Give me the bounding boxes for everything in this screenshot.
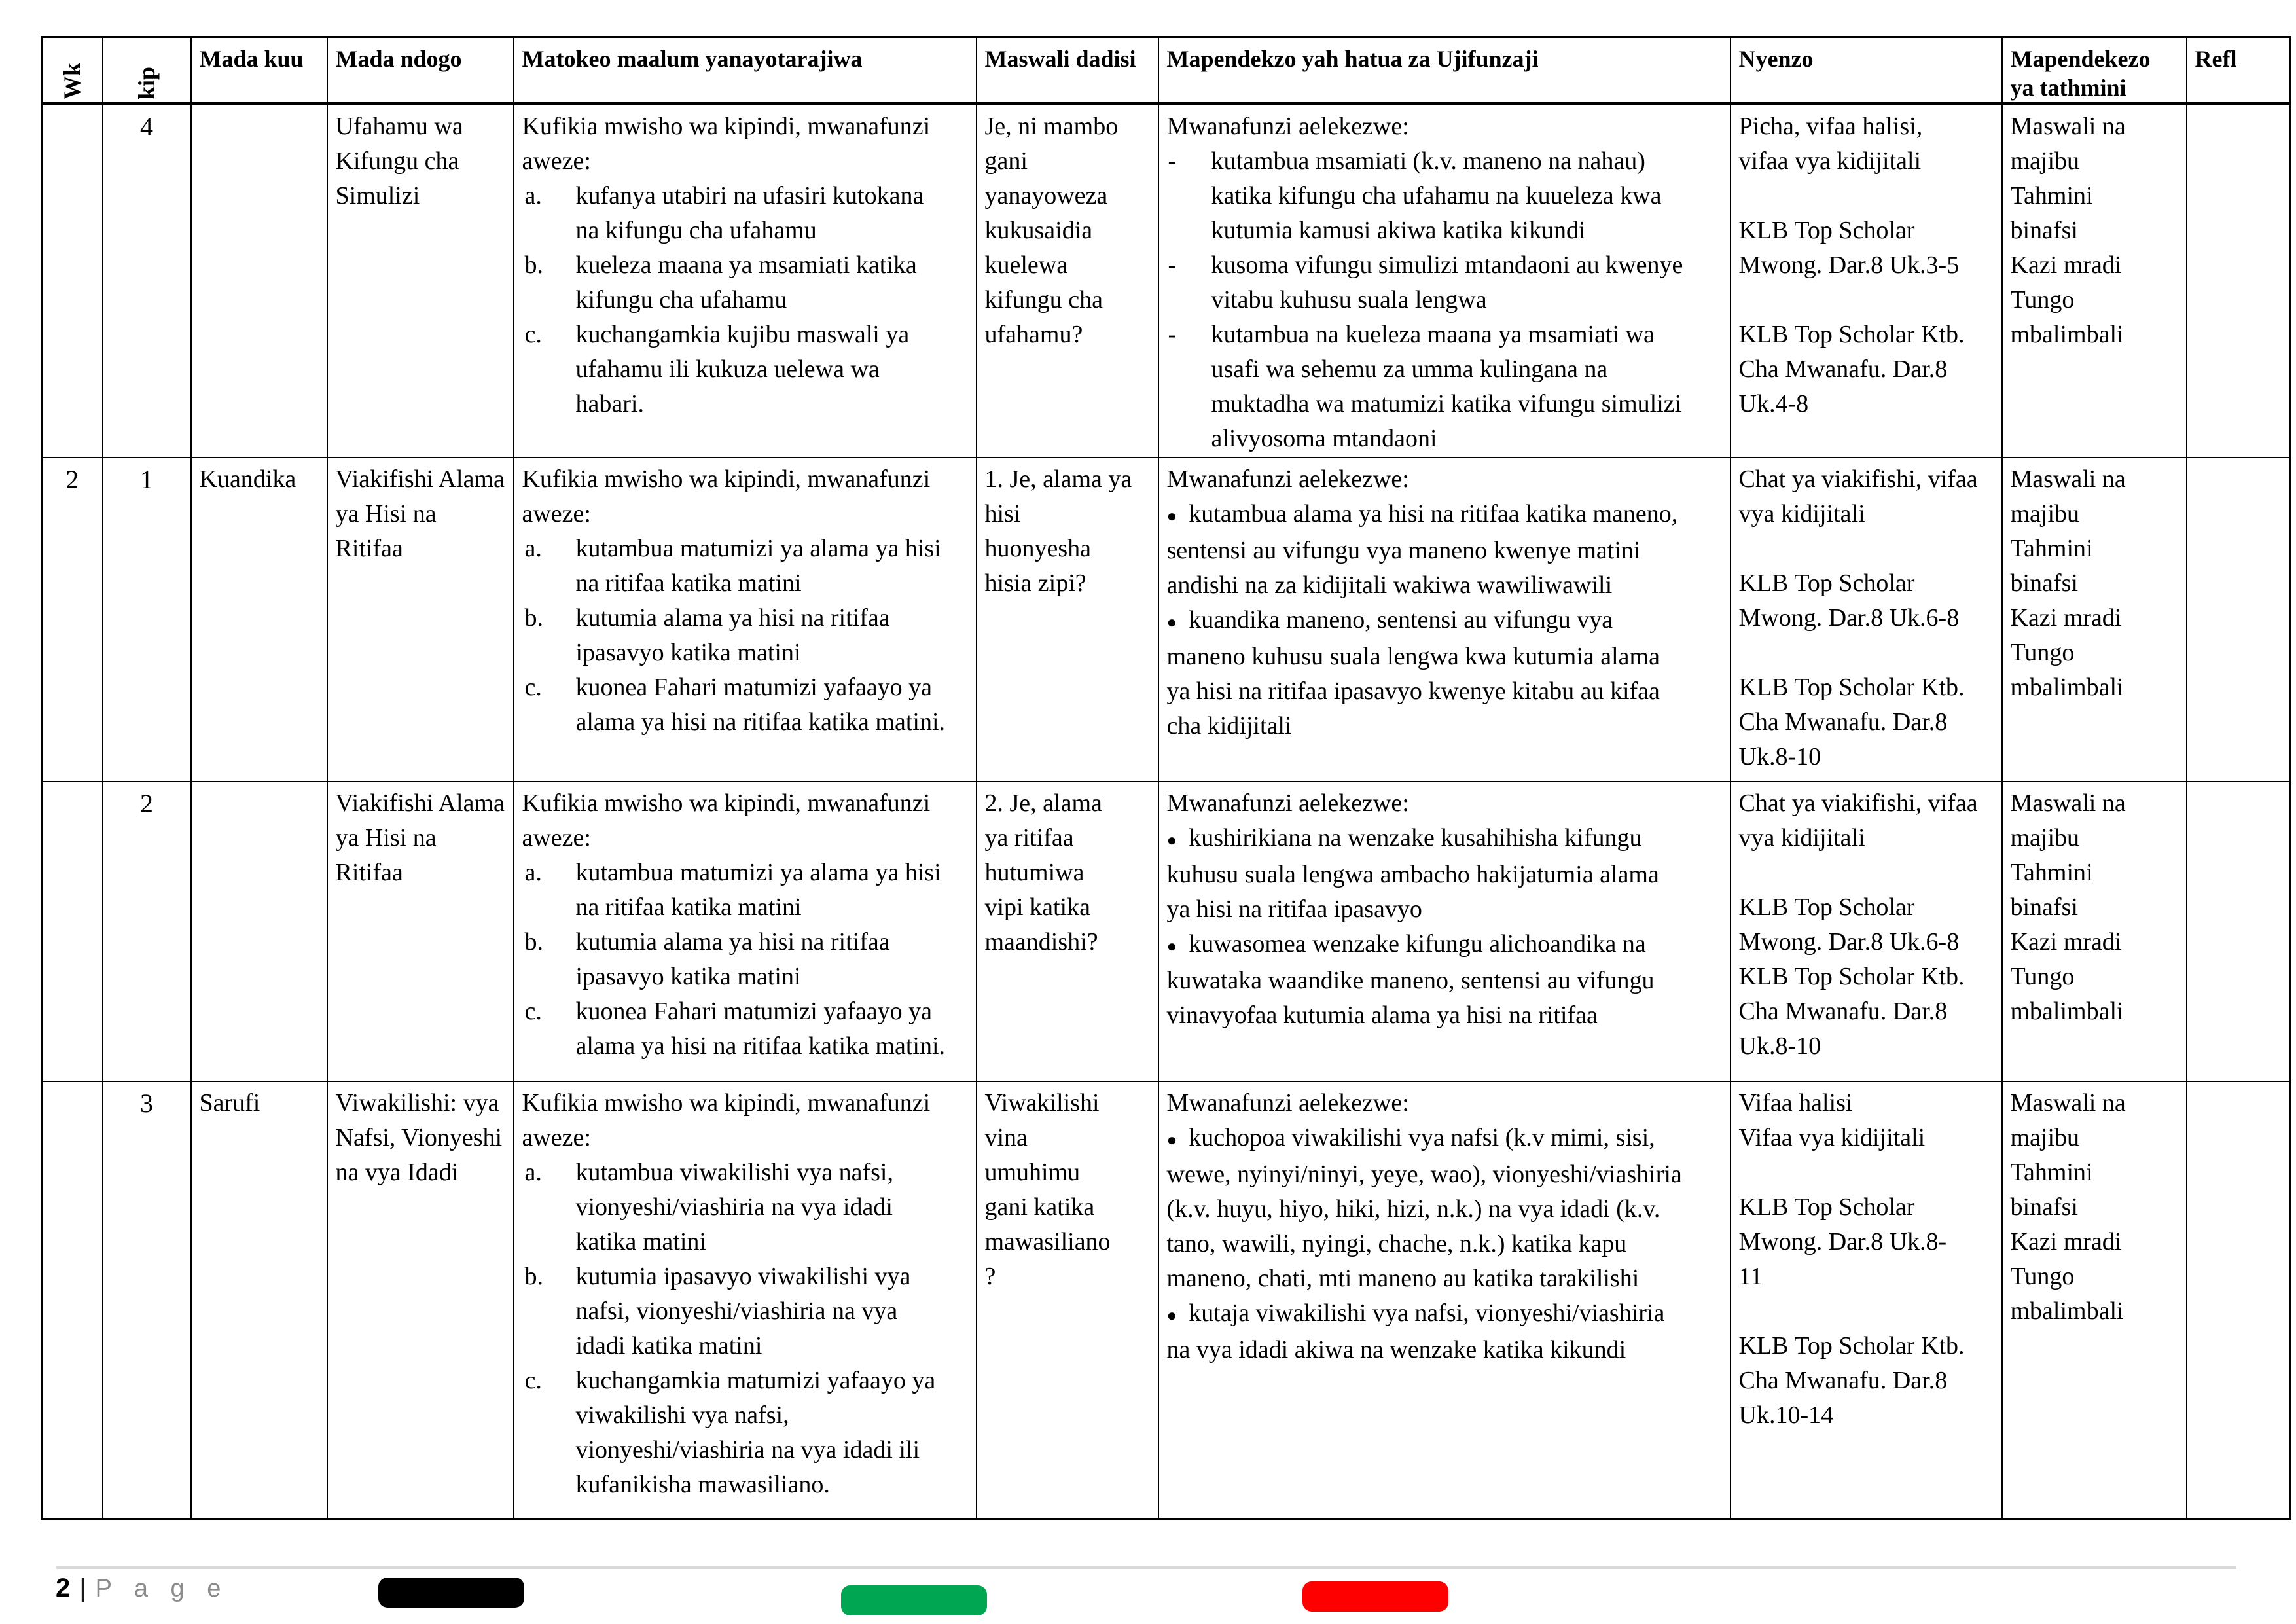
list-item xyxy=(1167,603,1684,744)
page-number: 2 xyxy=(56,1574,71,1602)
text-line: ufahamu? xyxy=(984,321,1083,348)
cell-tathmini-row1 xyxy=(2002,104,2187,458)
text-line: mbalimbali xyxy=(2010,673,2124,701)
list-item-text: kushirikiana na wenzake kusahihisha kifungu kuhusu suala lengwa ambacho hakijatumia alama ya hisi na ritifaa ipasavyo xyxy=(1166,823,1659,923)
text-line: gani xyxy=(984,147,1028,175)
cell-matokeo-row2 xyxy=(514,458,977,782)
text-line: mawasiliano xyxy=(984,1227,1111,1255)
list-item-text: kuwasomea wenzake kifungu alichoandika na kuwataka waandike maneno, sentensi au vifungu vinavyofaa kutumia alama ya hisi na ritifaa xyxy=(1166,929,1655,1029)
text-line: Tungo xyxy=(2010,286,2075,314)
text-line: Mwong. Dar.8 Uk.6-8 xyxy=(1738,604,1960,632)
cell-refl-row2 xyxy=(2187,458,2291,782)
list-item-marker: c. xyxy=(524,997,542,1025)
list-item-text: kuchopoa viwakilishi vya nafsi (k.v mimi, sisi, wewe, nyinyi/ninyi, yeye, wao), vionyeshi/viashiria (k.v. huyu, hiyo, hiki, hizi, n.k.) na vya idadi (k.v. tano, wawili, nyingi, chache, n.k.) katika kapu maneno, chati, mti maneno au katika tarakilishi xyxy=(1166,1123,1682,1292)
cell-maswali-row3 xyxy=(977,782,1158,1081)
table-row xyxy=(42,782,2291,1081)
list-item-text: kutumia alama ya hisi na ritifaa ipasavyo katika matini xyxy=(575,604,890,666)
redaction-bar-black xyxy=(378,1578,524,1608)
list-intro: Kufikia mwisho wa kipindi, mwanafunzi aweze: xyxy=(522,113,931,175)
text-line: vya kidijitali xyxy=(1738,823,1865,852)
text-line: Uk.4-8 xyxy=(1738,390,1809,418)
table-row xyxy=(42,104,2291,458)
text-line: Uk.8-10 xyxy=(1738,1032,1821,1060)
text-line: yanayoweza xyxy=(984,182,1108,209)
cell-tathmini-row3 xyxy=(2002,782,2187,1081)
list-item-marker: a. xyxy=(524,534,542,562)
cell-wk-row3 xyxy=(42,782,103,1081)
text-line: 11 xyxy=(1738,1262,1763,1290)
text-line: kifungu cha xyxy=(984,286,1103,314)
footer-page-label: P a g e xyxy=(95,1575,229,1602)
text-line: Tungo xyxy=(2010,962,2075,990)
text-line: KLB Top Scholar Ktb. xyxy=(1738,1331,1965,1360)
list-item xyxy=(1167,144,1684,248)
list-item-marker: c. xyxy=(524,673,542,701)
list-item-text: kutambua viwakilishi vya nafsi, vionyeshi/viashiria na vya idadi katika matini xyxy=(575,1158,893,1255)
list-item-text: kutambua na kueleza maana ya msamiati wa usafi wa sehemu za umma kulingana na muktadha wa matumizi katika vifungu simulizi alivyosoma mtandaoni xyxy=(1211,321,1682,452)
text-line: Kazi mradi xyxy=(2010,1227,2122,1255)
list-item xyxy=(522,532,950,601)
list-item-text: kutambua matumizi ya alama ya hisi na ritifaa katika matini xyxy=(575,858,941,921)
text-line: Tahmini xyxy=(2010,534,2093,562)
list-item xyxy=(522,179,950,248)
text-line: Cha Mwanafu. Dar.8 xyxy=(1738,997,1948,1025)
text-line: binafsi xyxy=(2010,569,2078,597)
footer-divider xyxy=(56,1566,2236,1569)
blank-line xyxy=(1739,1294,1994,1329)
text-line: hisia zipi? xyxy=(984,569,1086,597)
text-line: Kazi mradi xyxy=(2010,251,2122,279)
list-item xyxy=(522,1363,950,1502)
text-line: Tahmini xyxy=(2010,1158,2093,1186)
list-intro: Mwanafunzi aelekezwe: xyxy=(1166,465,1409,493)
text-line: Maswali na xyxy=(2010,1089,2126,1117)
col-header-mada_ndogo: Mada ndogo xyxy=(327,37,514,104)
list-item xyxy=(522,1259,950,1363)
list-item xyxy=(1167,1296,1684,1367)
cell-kip-row4: 3 xyxy=(103,1081,191,1519)
bullet-marker: ● xyxy=(1166,830,1177,850)
text-line: KLB Top Scholar xyxy=(1738,893,1915,921)
list-item xyxy=(522,601,950,670)
list-item xyxy=(1167,821,1684,927)
scheme-of-work-table xyxy=(41,36,2291,1520)
text-line: Picha, vifaa halisi, xyxy=(1738,113,1923,140)
list-item-marker: a. xyxy=(524,1158,542,1186)
list-item xyxy=(522,248,950,317)
col-header-hatua: Mapendekzo yah hatua za Ujifunzaji xyxy=(1158,37,1731,104)
list-item-text: kutumia ipasavyo viwakilishi vya nafsi, vionyeshi/viashiria na vya idadi katika matini xyxy=(575,1262,911,1360)
list-item-text: kuonea Fahari matumizi yafaayo ya alama ya hisi na ritifaa katika matini. xyxy=(575,673,946,736)
list-item xyxy=(522,994,950,1064)
cell-wk-row4 xyxy=(42,1081,103,1519)
list-item-marker: b. xyxy=(524,928,543,956)
cell-nyenzo-row3 xyxy=(1731,782,2002,1081)
list-item-marker: b. xyxy=(524,604,543,632)
list-item-text: kuchangamkia matumizi yafaayo ya viwakilishi vya nafsi, vionyeshi/viashiria na vya idadi ili kufanikisha mawasiliano. xyxy=(575,1366,936,1498)
cell-hatua-row3 xyxy=(1158,782,1731,1081)
text-line: 1. Je, alama ya xyxy=(984,465,1132,493)
list-item-marker: b. xyxy=(524,251,543,279)
cell-refl-row3 xyxy=(2187,782,2291,1081)
cell-refl-row4 xyxy=(2187,1081,2291,1519)
cell-refl-row1 xyxy=(2187,104,2291,458)
list-item-marker: c. xyxy=(524,1366,542,1394)
table-row xyxy=(42,1081,2291,1519)
cell-mada_ndogo-row2: Viakifishi Alama ya Hisi na Ritifaa xyxy=(327,458,514,782)
redaction-bar-green xyxy=(841,1585,987,1615)
text-line: mbalimbali xyxy=(2010,1297,2124,1325)
cell-wk-row1 xyxy=(42,104,103,458)
text-line: vina xyxy=(984,1123,1028,1151)
bullet-marker: ● xyxy=(1166,936,1177,956)
list-item-text: kusoma vifungu simulizi mtandaoni au kwenye vitabu kuhusu suala lengwa xyxy=(1211,251,1683,314)
cell-maswali-row4 xyxy=(977,1081,1158,1519)
cell-mada_kuu-row2: Kuandika xyxy=(191,458,327,782)
text-line: Mwong. Dar.8 Uk.3-5 xyxy=(1738,251,1960,279)
blank-line xyxy=(1739,1155,1994,1190)
text-line: majibu xyxy=(2010,499,2080,528)
list-item-text: kuonea Fahari matumizi yafaayo ya alama ya hisi na ritifaa katika matini. xyxy=(575,997,946,1060)
col-header-label-wk: Wk xyxy=(59,62,86,99)
text-line: mbalimbali xyxy=(2010,321,2124,348)
list-intro: Mwanafunzi aelekezwe: xyxy=(1166,113,1409,140)
text-line: Viwakilishi xyxy=(984,1089,1100,1117)
text-line: Tahmini xyxy=(2010,858,2093,886)
cell-mada_ndogo-row4: Viwakilishi: vya Nafsi, Vionyeshi na vya Idadi xyxy=(327,1081,514,1519)
col-header-label-kip: kip xyxy=(134,66,160,99)
cell-kip-row1: 4 xyxy=(103,104,191,458)
list-intro: Kufikia mwisho wa kipindi, mwanafunzi aweze: xyxy=(522,1089,931,1151)
list-item-marker: - xyxy=(1168,147,1177,175)
blank-line xyxy=(1739,856,1994,890)
text-line: vifaa vya kidijitali xyxy=(1738,147,1922,175)
cell-maswali-row2 xyxy=(977,458,1158,782)
col-header-wk xyxy=(42,37,103,104)
text-line: Mwong. Dar.8 Uk.8- xyxy=(1738,1227,1947,1255)
list-item-marker: b. xyxy=(524,1262,543,1290)
cell-tathmini-row4 xyxy=(2002,1081,2187,1519)
text-line: Chat ya viakifishi, vifaa xyxy=(1738,465,1978,493)
text-line: binafsi xyxy=(2010,1193,2078,1221)
text-line: Cha Mwanafu. Dar.8 xyxy=(1738,355,1948,383)
list-item-text: kutaja viwakilishi vya nafsi, vionyeshi/viashiria na vya idadi akiwa na wenzake katika kikundi xyxy=(1166,1299,1665,1363)
blank-line xyxy=(1739,532,1994,566)
cell-matokeo-row4 xyxy=(514,1081,977,1519)
text-line: binafsi xyxy=(2010,893,2078,921)
text-line: majibu xyxy=(2010,823,2080,852)
bullet-marker: ● xyxy=(1166,506,1177,526)
text-line: Uk.10-14 xyxy=(1738,1401,1834,1429)
cell-wk-row2: 2 xyxy=(42,458,103,782)
list-item-text: kuchangamkia kujibu maswali ya ufahamu ili kukuza uelewa wa habari. xyxy=(575,321,910,418)
text-line: KLB Top Scholar Ktb. xyxy=(1738,673,1965,701)
list-item xyxy=(1167,248,1684,317)
text-line: Tungo xyxy=(2010,1262,2075,1290)
list-item xyxy=(1167,1121,1684,1296)
text-line: majibu xyxy=(2010,147,2080,175)
text-line: Mwong. Dar.8 Uk.6-8 xyxy=(1738,928,1960,956)
list-item-marker: c. xyxy=(524,321,542,348)
col-header-mada_kuu: Mada kuu xyxy=(191,37,327,104)
list-item xyxy=(522,317,950,422)
text-line: vya kidijitali xyxy=(1738,499,1865,528)
cell-nyenzo-row2 xyxy=(1731,458,2002,782)
text-line: binafsi xyxy=(2010,217,2078,244)
col-header-refl: Refl xyxy=(2187,37,2291,104)
blank-line xyxy=(1739,636,1994,670)
text-line: Maswali na xyxy=(2010,465,2126,493)
bullet-marker: ● xyxy=(1166,612,1177,632)
text-line: Kazi mradi xyxy=(2010,604,2122,632)
list-item xyxy=(1167,927,1684,1033)
list-intro: Kufikia mwisho wa kipindi, mwanafunzi aweze: xyxy=(522,465,931,528)
cell-nyenzo-row1 xyxy=(1731,104,2002,458)
col-header-matokeo: Matokeo maalum yanayotarajiwa xyxy=(514,37,977,104)
cell-kip-row3: 2 xyxy=(103,782,191,1081)
cell-mada_ndogo-row1: Ufahamu wa Kifungu cha Simulizi xyxy=(327,104,514,458)
text-line: maandishi? xyxy=(984,928,1098,956)
col-header-tathmini: Mapendekezo ya tathmini xyxy=(2002,37,2187,104)
blank-line xyxy=(1739,283,1994,317)
table-header-row xyxy=(42,37,2291,104)
list-item xyxy=(522,856,950,925)
redaction-bar-red xyxy=(1302,1581,1448,1612)
list-intro: Mwanafunzi aelekezwe: xyxy=(1166,1089,1409,1117)
list-item-marker: - xyxy=(1168,321,1177,348)
list-intro: Mwanafunzi aelekezwe: xyxy=(1166,789,1409,817)
cell-hatua-row1 xyxy=(1158,104,1731,458)
list-item xyxy=(522,1155,950,1259)
list-item xyxy=(1167,497,1684,603)
list-item-text: kutumia alama ya hisi na ritifaa ipasavyo katika matini xyxy=(575,928,890,990)
text-line: 2. Je, alama xyxy=(984,789,1102,817)
list-item xyxy=(1167,317,1684,456)
table-row xyxy=(42,458,2291,782)
text-line: KLB Top Scholar xyxy=(1738,217,1915,244)
text-line: Vifaa vya kidijitali xyxy=(1738,1123,1926,1151)
text-line: umuhimu xyxy=(984,1158,1081,1186)
col-header-maswali: Maswali dadisi xyxy=(977,37,1158,104)
text-line: hutumiwa xyxy=(984,858,1085,886)
text-line: Cha Mwanafu. Dar.8 xyxy=(1738,1366,1948,1394)
text-line: kukusaidia xyxy=(984,217,1093,244)
list-intro: Kufikia mwisho wa kipindi, mwanafunzi aweze: xyxy=(522,789,931,852)
page-footer xyxy=(56,1574,228,1603)
text-line: Chat ya viakifishi, vifaa xyxy=(1738,789,1978,817)
text-line: kuelewa xyxy=(984,251,1068,279)
text-line: Kazi mradi xyxy=(2010,928,2122,956)
list-item-marker: - xyxy=(1168,251,1177,279)
col-header-nyenzo: Nyenzo xyxy=(1731,37,2002,104)
list-item xyxy=(522,670,950,740)
text-line: KLB Top Scholar Ktb. xyxy=(1738,321,1965,348)
text-line: Maswali na xyxy=(2010,113,2126,140)
text-line: mbalimbali xyxy=(2010,997,2124,1025)
cell-nyenzo-row4 xyxy=(1731,1081,2002,1519)
text-line: ya ritifaa xyxy=(984,823,1074,852)
text-line: gani katika xyxy=(984,1193,1095,1221)
bullet-marker: ● xyxy=(1166,1130,1177,1149)
text-line: vipi katika xyxy=(984,893,1090,921)
text-line: Cha Mwanafu. Dar.8 xyxy=(1738,708,1948,736)
cell-matokeo-row1 xyxy=(514,104,977,458)
cell-tathmini-row2 xyxy=(2002,458,2187,782)
cell-mada_ndogo-row3: Viakifishi Alama ya Hisi na Ritifaa xyxy=(327,782,514,1081)
text-line: majibu xyxy=(2010,1123,2080,1151)
list-item-text: kufanya utabiri na ufasiri kutokana na kifungu cha ufahamu xyxy=(575,182,924,244)
col-header-kip xyxy=(103,37,191,104)
text-line: ? xyxy=(984,1262,996,1290)
text-line: Tahmini xyxy=(2010,182,2093,209)
list-item-text: kutambua msamiati (k.v. maneno na nahau) katika kifungu cha ufahamu na kuueleza kwa kutumia kamusi akiwa katika kikundi xyxy=(1211,147,1662,244)
text-line: Uk.8-10 xyxy=(1738,742,1821,770)
cell-matokeo-row3 xyxy=(514,782,977,1081)
cell-kip-row2: 1 xyxy=(103,458,191,782)
cell-hatua-row4 xyxy=(1158,1081,1731,1519)
text-line: KLB Top Scholar Ktb. xyxy=(1738,962,1965,990)
text-line: KLB Top Scholar xyxy=(1738,569,1915,597)
text-line: hisi xyxy=(984,499,1021,528)
list-item-text: kutambua alama ya hisi na ritifaa katika maneno, sentensi au vifungu vya maneno kwenye matini andishi na za kidijitali wakiwa wawiliwawili xyxy=(1166,499,1678,599)
cell-maswali-row1 xyxy=(977,104,1158,458)
blank-line xyxy=(1739,179,1994,213)
footer-separator: | xyxy=(79,1574,86,1602)
text-line: Tungo xyxy=(2010,638,2075,666)
cell-mada_kuu-row3 xyxy=(191,782,327,1081)
list-item xyxy=(522,925,950,994)
text-line: Je, ni mambo xyxy=(984,113,1119,140)
bullet-marker: ● xyxy=(1166,1305,1177,1325)
list-item-text: kutambua matumizi ya alama ya hisi na ritifaa katika matini xyxy=(575,534,941,597)
text-line: Vifaa halisi xyxy=(1738,1089,1853,1117)
list-item-marker: a. xyxy=(524,182,542,209)
list-item-marker: a. xyxy=(524,858,542,886)
text-line: KLB Top Scholar xyxy=(1738,1193,1915,1221)
list-item-text: kueleza maana ya msamiati katika kifungu cha ufahamu xyxy=(575,251,917,314)
cell-hatua-row2 xyxy=(1158,458,1731,782)
cell-mada_kuu-row1 xyxy=(191,104,327,458)
cell-mada_kuu-row4: Sarufi xyxy=(191,1081,327,1519)
list-item-text: kuandika maneno, sentensi au vifungu vya maneno kuhusu suala lengwa kwa kutumia alama ya hisi na ritifaa ipasavyo kwenye kitabu au kifaa cha kidijitali xyxy=(1166,605,1660,740)
text-line: Maswali na xyxy=(2010,789,2126,817)
text-line: huonyesha xyxy=(984,534,1092,562)
